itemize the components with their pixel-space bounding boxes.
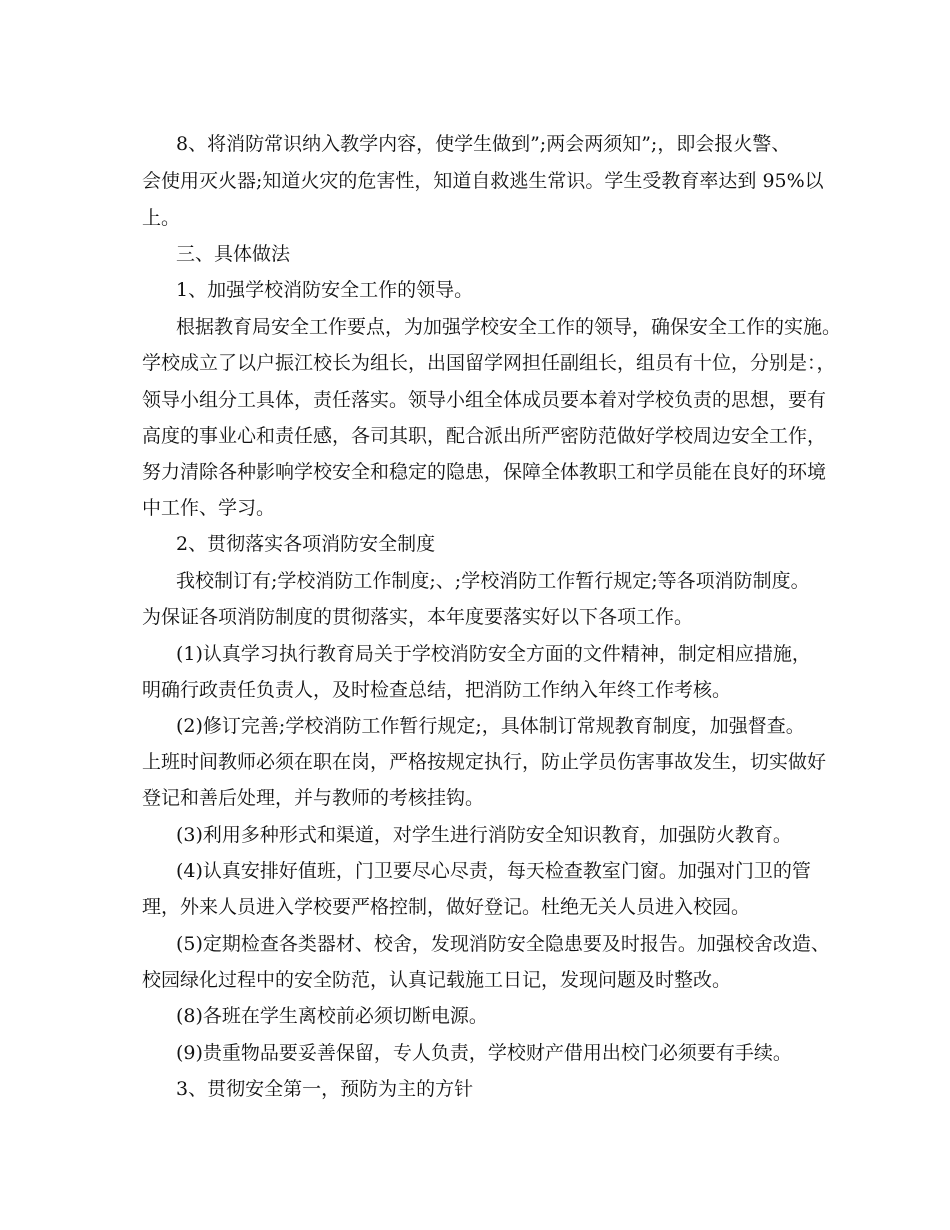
list-item: (4)认真安排好值班，门卫要尽心尽责，每天检查教室门窗。加强对门卫的管 [176, 860, 811, 882]
text-line: 我校制订有;学校消防工作制度;、;学校消防工作暂行规定;等各项消防制度。 [176, 570, 810, 592]
text-line: 上。 [142, 207, 181, 229]
text-line: 8、将消防常识纳入教学内容，使学生做到”;两会两须知”;，即会报火警、 [176, 133, 791, 155]
text-line: 为保证各项消防制度的贯彻落实，本年度要落实好以下各项工作。 [142, 606, 694, 628]
text-line: 登记和善后处理，并与教师的考核挂钩。 [142, 787, 485, 809]
subsection-heading: 1、加强学校消防安全工作的领导。 [176, 279, 474, 301]
list-item: (5)定期检查各类器材、校舍，发现消防安全隐患要及时报告。加强校舍改造、 [176, 933, 830, 955]
text-line: 根据教育局安全工作要点，为加强学校安全工作的领导，确保安全工作的实施。 [176, 316, 842, 338]
list-item: (3)利用多种形式和渠道，对学生进行消防安全知识教育，加强防火教育。 [176, 824, 792, 846]
text-line: 中工作、学习。 [142, 497, 276, 519]
text-line: 校园绿化过程中的安全防范，认真记载施工日记，发现问题及时整改。 [142, 969, 732, 991]
list-item: (8)各班在学生离校前必须切断电源。 [176, 1005, 488, 1027]
text-line: 理，外来人员进入学校要严格控制，做好登记。杜绝无关人员进入校园。 [142, 896, 751, 918]
list-item: (1)认真学习执行教育局关于学校消防安全方面的文件精神，制定相应措施， [176, 643, 811, 665]
subsection-heading: 2、贯彻落实各项消防安全制度 [176, 533, 436, 555]
section-heading: 三、具体做法 [176, 243, 291, 265]
text-line: 上班时间教师必须在职在岗，严格按规定执行，防止学员伤害事故发生，切实做好 [142, 751, 827, 773]
list-item: (9)贵重物品要妥善保留，专人负责，学校财产借用出校门必须要有手续。 [176, 1042, 792, 1064]
text-line: 学校成立了以户振江校长为组长，出国留学网担任副组长，组员有十位，分别是：， [142, 352, 836, 374]
subsection-heading: 3、贯彻安全第一，预防为主的方针 [176, 1078, 474, 1100]
text-line: 努力清除各种影响学校安全和稳定的隐患，保障全体教职工和学员能在良好的环境 [142, 461, 827, 483]
text-line: 会使用灭火器;知道火灾的危害性，知道自救逃生常识。学生受教育率达到 95%以 [142, 170, 824, 192]
text-line: 领导小组分工具体，责任落实。领导小组全体成员要本着对学校负责的思想，要有 [142, 389, 827, 411]
text-line: 高度的事业心和责任感，各司其职，配合派出所严密防范做好学校周边安全工作， [142, 425, 827, 447]
list-item: (2)修订完善;学校消防工作暂行规定;，具体制订常规教育制度，加强督查。 [176, 715, 805, 737]
text-line: 明确行政责任负责人，及时检查总结，把消防工作纳入年终工作考核。 [142, 679, 732, 701]
